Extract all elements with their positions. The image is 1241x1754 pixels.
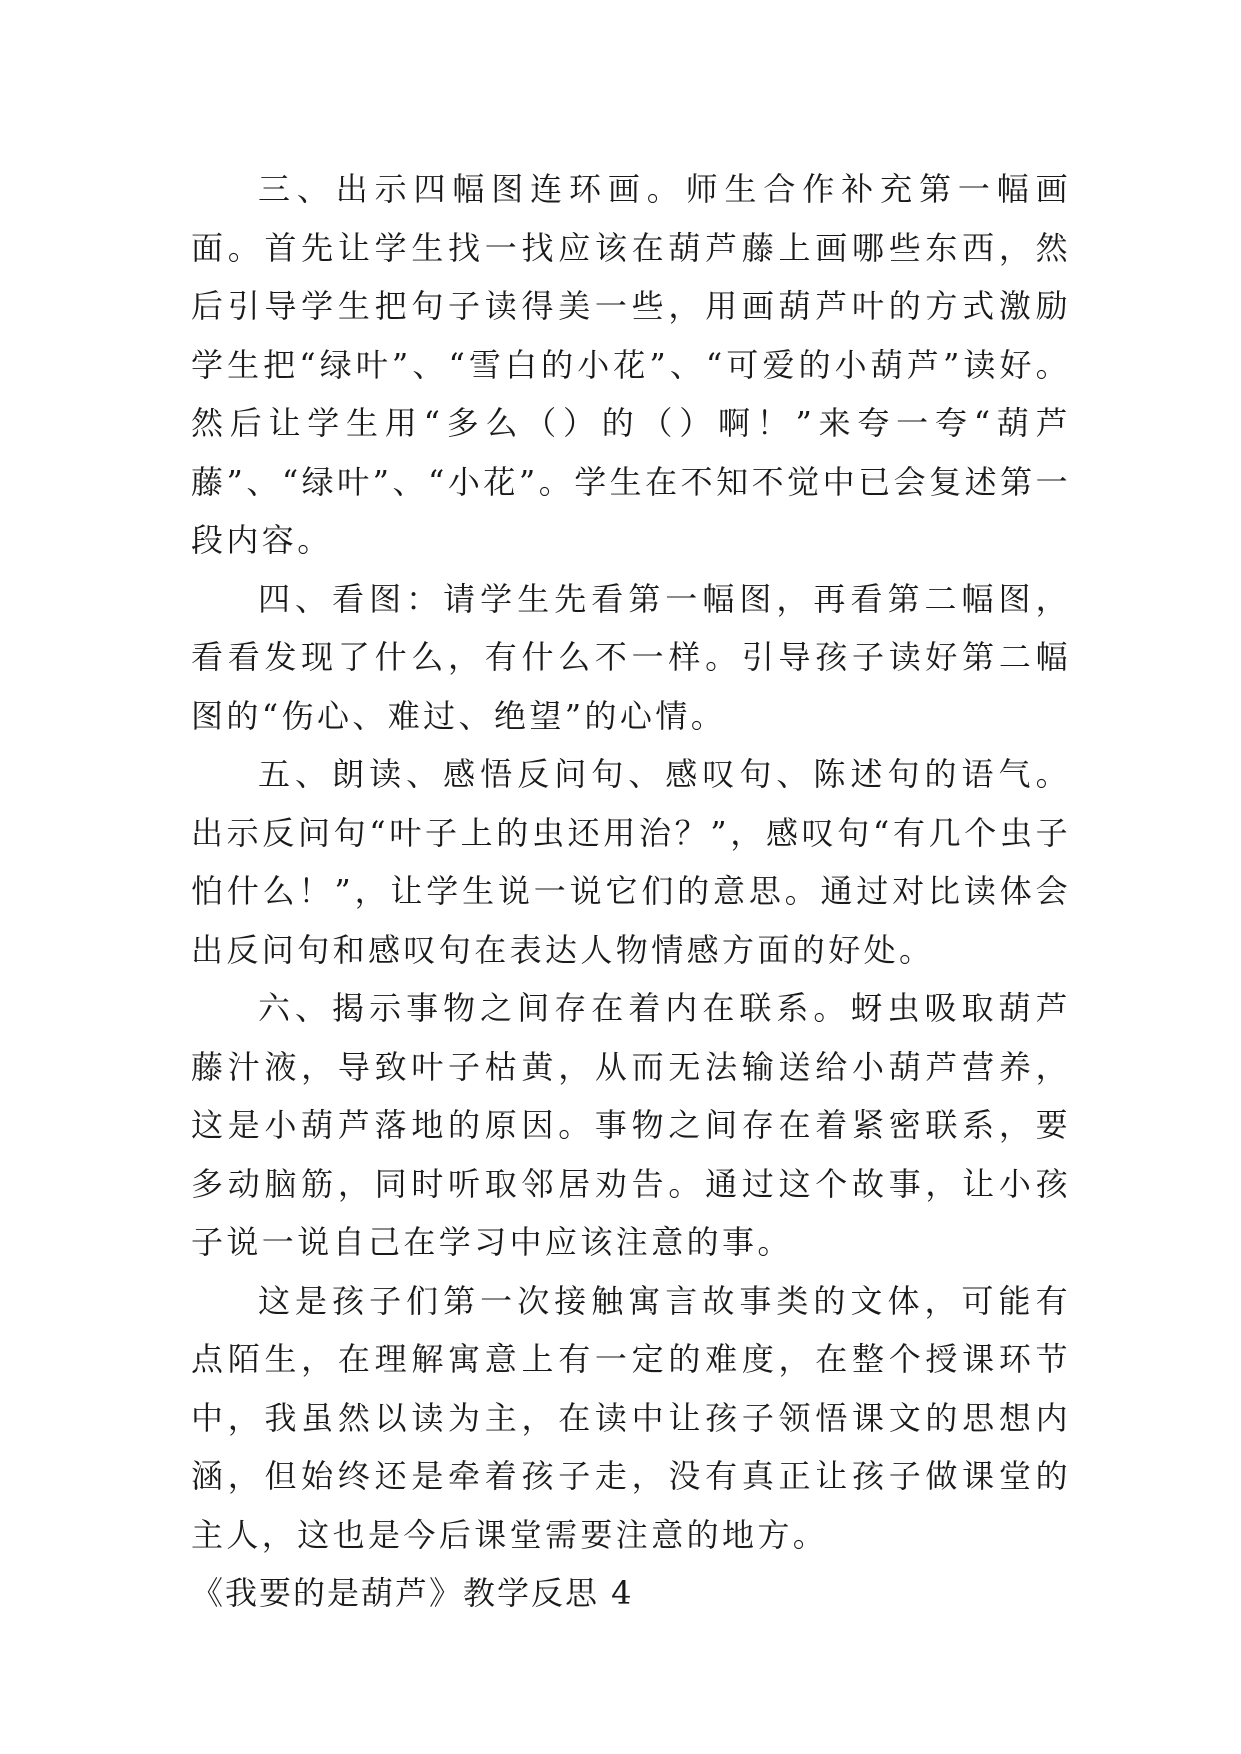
paragraph-step-four: 四、看图：请学生先看第一幅图，再看第二幅图，看看发现了什么，有什么不一样。引导孩子读好第二幅图的“伤心、难过、绝望”的心情。 <box>191 579 1071 735</box>
paragraph-reflection: 这是孩子们第一次接触寓言故事类的文体，可能有点陌生，在理解寓意上有一定的难度，在整个授课环节中，我虽然以读为主，在读中让孩子领悟课文的思想内涵，但始终还是牵着孩子走，没有真正让孩子做课堂的主人，这也是今后课堂需要注意的地方。 <box>191 1281 1071 1554</box>
section-heading: 《我要的是葫芦》教学反思 4 <box>191 1574 634 1612</box>
paragraph-step-six: 六、揭示事物之间存在着内在联系。蚜虫吸取葫芦藤汁液，导致叶子枯黄，从而无法输送给小葫芦营养，这是小葫芦落地的原因。事物之间存在着紧密联系，要多动脑筋，同时听取邻居劝告。通过这个故事，让小孩子说一说自己在学习中应该注意的事。 <box>191 989 1071 1261</box>
paragraph-step-three: 三、出示四幅图连环画。师生合作补充第一幅画面。首先让学生找一找应该在葫芦藤上画哪些东西，然后引导学生把句子读得美一些，用画葫芦叶的方式激励学生把“绿叶”、“雪白的小花”、“可爱的小葫芦”读好。然后让学生用“多么（）的（）啊！”来夸一夸“葫芦藤”、“绿叶”、“小花”。学生在不知不觉中已会复述第一段内容。 <box>191 170 1071 559</box>
paragraph-step-five: 五、朗读、感悟反问句、感叹句、陈述句的语气。出示反问句“叶子上的虫还用治？”，感叹句“有几个虫子怕什么！”，让学生说一说它们的意思。通过对比读体会出反问句和感叹句在表达人物情感方面的好处。 <box>191 755 1071 969</box>
document-body <box>191 160 1071 1623</box>
